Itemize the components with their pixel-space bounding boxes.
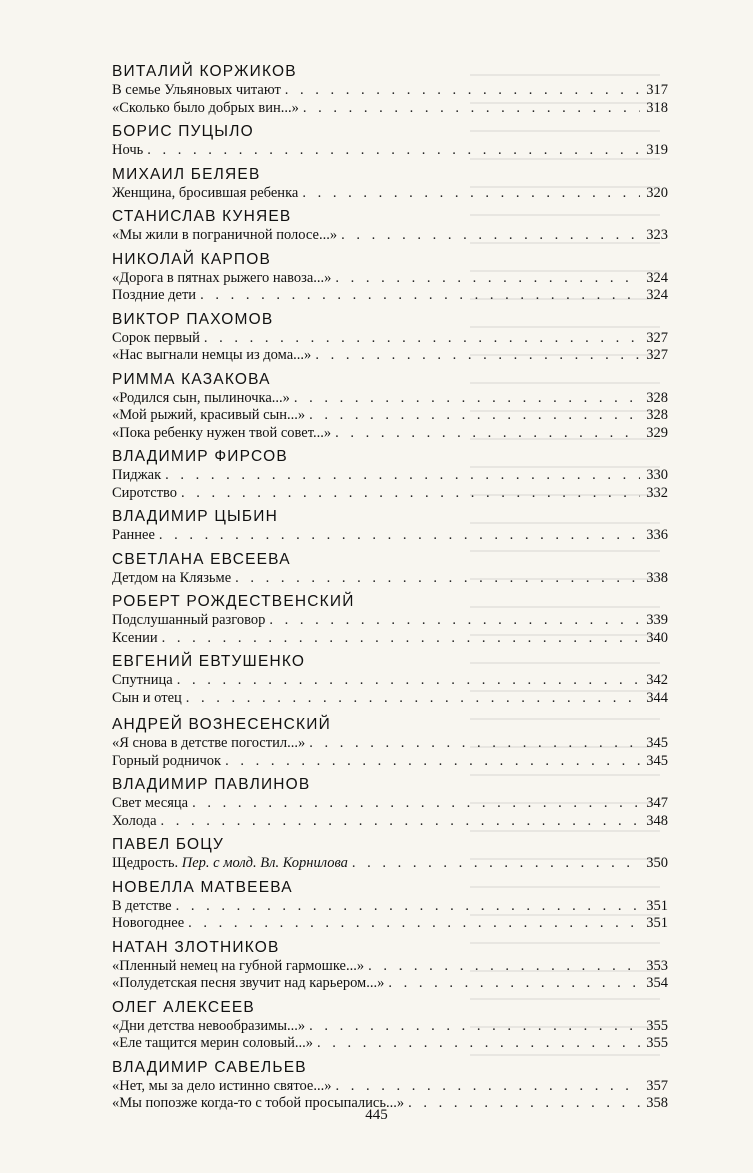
entry-title-text: «Мы попозже когда-то с тобой просыпались...»: [112, 1095, 405, 1111]
toc-section: [112, 550, 668, 588]
entry-page-number: 340: [646, 629, 668, 646]
entry-title: [112, 813, 157, 831]
author-name: МИХАИЛ БЕЛЯЕВ: [112, 165, 261, 183]
entry-title: [112, 227, 337, 245]
author-name: ВЛАДИМИР ФИРСОВ: [112, 448, 288, 465]
entry-page-number: 317: [646, 82, 668, 98]
author-name: НОВЕЛЛА МАТВЕЕВА: [112, 878, 293, 896]
entry-page-number: 357: [646, 1077, 668, 1094]
toc-section: [112, 62, 668, 117]
entry-title: [112, 690, 182, 708]
dot-leader: [388, 975, 640, 993]
author-name: ВЛАДИМИР ПАВЛИНОВ: [112, 776, 311, 793]
dot-leader: [335, 270, 640, 288]
author-name: ПАВЕЛ БОЦУ: [112, 836, 225, 853]
toc-section: [112, 1058, 668, 1113]
toc-entry: [112, 527, 668, 545]
entry-title: [112, 975, 384, 993]
dot-leader: [186, 690, 640, 708]
entry-title-text: Холода: [112, 812, 157, 829]
entry-title: [112, 855, 348, 873]
toc-entry: [112, 915, 668, 933]
toc-entry: [112, 227, 668, 245]
toc-entry: [112, 958, 668, 976]
toc-entry: [112, 330, 668, 348]
dot-leader: [294, 390, 640, 408]
toc-section: [112, 122, 668, 160]
entry-title: [112, 185, 298, 203]
entry-title: [112, 612, 265, 630]
toc-entry: [112, 630, 668, 648]
toc-entry: [112, 898, 668, 916]
toc-section: [112, 715, 668, 770]
entry-title-text: «Дни детства невообразимы...»: [112, 1017, 306, 1034]
toc-entry: [112, 795, 668, 813]
toc-section: [112, 507, 668, 545]
dot-leader: [177, 672, 640, 690]
toc-section: [112, 250, 668, 305]
entry-title-text: «Нет, мы за дело истинно святое...»: [112, 1077, 332, 1094]
toc-entry: [112, 485, 668, 503]
author-name: ВЛАДИМИР САВЕЛЬЕВ: [112, 1058, 307, 1076]
entry-title-text: «Я снова в детстве погостил...»: [112, 735, 306, 751]
author-name: АНДРЕЙ ВОЗНЕСЕНСКИЙ: [112, 716, 331, 733]
toc-entry: [112, 287, 668, 305]
entry-title-text: «Пока ребенку нужен твой совет...»: [112, 424, 332, 441]
toc-section: [112, 592, 668, 647]
entry-page-number: 358: [646, 1095, 668, 1111]
page-number: 445: [365, 1107, 388, 1123]
entry-page-number: 320: [646, 184, 668, 201]
toc-entry: [112, 425, 668, 443]
entry-title-text: В детстве: [112, 897, 172, 914]
dot-leader: [225, 753, 640, 771]
toc-entry: [112, 407, 668, 425]
entry-title-text: Раннее: [112, 527, 155, 543]
author-name: НИКОЛАЙ КАРПОВ: [112, 250, 272, 268]
entry-title: [112, 672, 173, 690]
entry-title-text: Сын и отец: [112, 689, 182, 706]
toc-section: [112, 835, 668, 873]
dot-leader: [204, 330, 640, 348]
toc-entry: [112, 185, 668, 203]
entry-title-text: Ксении: [112, 629, 158, 646]
toc-section: [112, 652, 668, 707]
toc-section: [112, 447, 668, 502]
entry-title-text: Сорок первый: [112, 329, 200, 346]
entry-page-number: 319: [646, 142, 668, 158]
author-name: ВЛАДИМИР ЦЫБИН: [112, 508, 279, 525]
entry-page-number: 327: [646, 329, 668, 346]
entry-title: [112, 915, 184, 933]
dot-leader: [200, 287, 640, 305]
entry-title-text: В семье Ульяновых читают: [112, 82, 281, 98]
dot-leader: [162, 630, 640, 648]
entry-page-number: 328: [646, 389, 668, 406]
author-name: БОРИС ПУЦЫЛО: [112, 123, 254, 140]
entry-title: [112, 898, 172, 916]
dot-leader: [147, 142, 640, 160]
entry-title: [112, 142, 143, 160]
toc-entry: [112, 735, 668, 753]
entry-title: [112, 390, 290, 408]
entry-page-number: 336: [646, 527, 668, 543]
entry-page-number: 339: [646, 612, 668, 628]
entry-page-number: 318: [646, 99, 668, 116]
toc-entry: [112, 1035, 668, 1053]
dot-leader: [309, 735, 640, 753]
toc-entry: [112, 813, 668, 831]
entry-page-number: 345: [646, 735, 668, 751]
entry-title: [112, 735, 305, 753]
dot-leader: [315, 347, 640, 365]
entry-title: [112, 485, 177, 503]
author-name: РИММА КАЗАКОВА: [112, 370, 271, 388]
dot-leader: [176, 898, 640, 916]
dot-leader: [159, 527, 640, 545]
entry-title: [112, 570, 231, 588]
author-name: РОБЕРТ РОЖДЕСТВЕНСКИЙ: [112, 593, 355, 610]
toc-section: [112, 370, 668, 443]
entry-title-text: Пиджак: [112, 467, 162, 483]
entry-page-number: 338: [646, 569, 668, 586]
entry-page-number: 329: [646, 424, 668, 441]
dot-leader: [188, 915, 640, 933]
entry-page-number: 351: [646, 897, 668, 914]
entry-title-text: «Полудетская песня звучит над карьером...»: [112, 975, 385, 991]
entry-title: [112, 100, 299, 118]
author-name: ЕВГЕНИЙ ЕВТУШЕНКО: [112, 653, 306, 670]
entry-page-number: 355: [646, 1035, 668, 1051]
author-name: ВИКТОР ПАХОМОВ: [112, 310, 274, 328]
entry-title-text: Щедрость.: [112, 855, 179, 871]
entry-title: [112, 82, 281, 100]
entry-page-number: 324: [646, 269, 668, 286]
dot-leader: [161, 813, 641, 831]
entry-title-text: Горный родничок: [112, 752, 222, 769]
author-name: СВЕТЛАНА ЕВСЕЕВА: [112, 550, 291, 568]
toc-entry: [112, 612, 668, 630]
entry-page-number: 354: [646, 975, 668, 991]
entry-title: [112, 753, 221, 771]
entry-page-number: 344: [646, 689, 668, 706]
toc-entry: [112, 270, 668, 288]
entry-title: [112, 630, 158, 648]
table-of-contents: [112, 62, 668, 1118]
toc-entry: [112, 467, 668, 485]
entry-title: [112, 270, 331, 288]
entry-title-text: Подслушанный разговор: [112, 612, 266, 628]
dot-leader: [302, 185, 640, 203]
entry-title-text: Свет месяца: [112, 795, 189, 811]
entry-title-text: «Дорога в пятнах рыжего навоза...»: [112, 269, 332, 286]
entry-title: [112, 1078, 332, 1096]
toc-entry: [112, 855, 668, 873]
author-name: ОЛЕГ АЛЕКСЕЕВ: [112, 998, 255, 1016]
entry-title: [112, 287, 196, 305]
entry-page-number: 332: [646, 484, 668, 501]
toc-section: [112, 998, 668, 1053]
toc-entry: [112, 1078, 668, 1096]
dot-leader: [303, 100, 640, 118]
dot-leader: [368, 958, 640, 976]
entry-title: [112, 347, 311, 365]
dot-leader: [285, 82, 640, 100]
author-name: НАТАН ЗЛОТНИКОВ: [112, 938, 280, 956]
entry-title-text: Спутница: [112, 672, 173, 688]
entry-page-number: 347: [646, 795, 668, 811]
toc-entry: [112, 390, 668, 408]
toc-entry: [112, 1018, 668, 1036]
toc-section: [112, 938, 668, 993]
entry-title: [112, 527, 155, 545]
entry-title-text: «Мой рыжий, красивый сын...»: [112, 407, 306, 423]
toc-entry: [112, 753, 668, 771]
entry-title-text: «Пленный немец на губной гармошке...»: [112, 957, 365, 974]
entry-title: [112, 1018, 305, 1036]
entry-page-number: 330: [646, 467, 668, 483]
toc-entry: [112, 975, 668, 993]
entry-title-text: «Сколько было добрых вин...»: [112, 99, 299, 116]
toc-section: [112, 165, 668, 203]
entry-title-text: «Родился сын, пылиночка...»: [112, 389, 290, 406]
entry-page-number: 350: [646, 855, 668, 871]
entry-title-text: Поздние дети: [112, 287, 197, 303]
entry-page-number: 328: [646, 407, 668, 423]
toc-section: [112, 207, 668, 245]
entry-page-number: 342: [646, 672, 668, 688]
entry-title: [112, 407, 305, 425]
translator-note: Пер. с молд. Вл. Корнилова: [181, 855, 348, 871]
dot-leader: [192, 795, 640, 813]
dot-leader: [335, 425, 640, 443]
entry-title-text: Сиротство: [112, 484, 178, 501]
dot-leader: [341, 227, 640, 245]
entry-title-text: «Мы жили в пограничной полосе...»: [112, 227, 338, 243]
dot-leader: [309, 407, 640, 425]
entry-page-number: 323: [646, 227, 668, 243]
entry-page-number: 355: [646, 1017, 668, 1034]
toc-entry: [112, 690, 668, 708]
entry-title: [112, 467, 161, 485]
entry-title: [112, 958, 364, 976]
entry-page-number: 324: [646, 287, 668, 303]
toc-section: [112, 310, 668, 365]
entry-title: [112, 795, 188, 813]
toc-section: [112, 878, 668, 933]
dot-leader: [165, 467, 640, 485]
dot-leader: [352, 855, 640, 873]
entry-title-text: Ночь: [112, 142, 144, 158]
entry-title: [112, 330, 200, 348]
author-name: СТАНИСЛАВ КУНЯЕВ: [112, 208, 292, 225]
dot-leader: [181, 485, 640, 503]
dot-leader: [235, 570, 640, 588]
dot-leader: [336, 1078, 641, 1096]
toc-entry: [112, 142, 668, 160]
toc-entry: [112, 82, 668, 100]
entry-page-number: 353: [646, 957, 668, 974]
entry-page-number: 345: [646, 752, 668, 769]
entry-title-text: Женщина, бросившая ребенка: [112, 184, 299, 201]
entry-title: [112, 1035, 313, 1053]
entry-title-text: Новогоднее: [112, 915, 185, 931]
author-name: ВИТАЛИЙ КОРЖИКОВ: [112, 63, 297, 80]
entry-page-number: 348: [646, 812, 668, 829]
toc-entry: [112, 347, 668, 365]
toc-entry: [112, 100, 668, 118]
entry-title-text: Детдом на Клязьме: [112, 569, 232, 586]
dot-leader: [309, 1018, 640, 1036]
entry-title-text: «Нас выгнали немцы из дома...»: [112, 347, 312, 363]
dot-leader: [269, 612, 640, 630]
entry-title-text: «Еле тащится мерин соловый...»: [112, 1035, 313, 1051]
entry-title: [112, 425, 331, 443]
entry-page-number: 327: [646, 347, 668, 363]
dot-leader: [317, 1035, 640, 1053]
toc-entry: [112, 672, 668, 690]
toc-section: [112, 775, 668, 830]
entry-page-number: 351: [646, 915, 668, 931]
toc-entry: [112, 570, 668, 588]
